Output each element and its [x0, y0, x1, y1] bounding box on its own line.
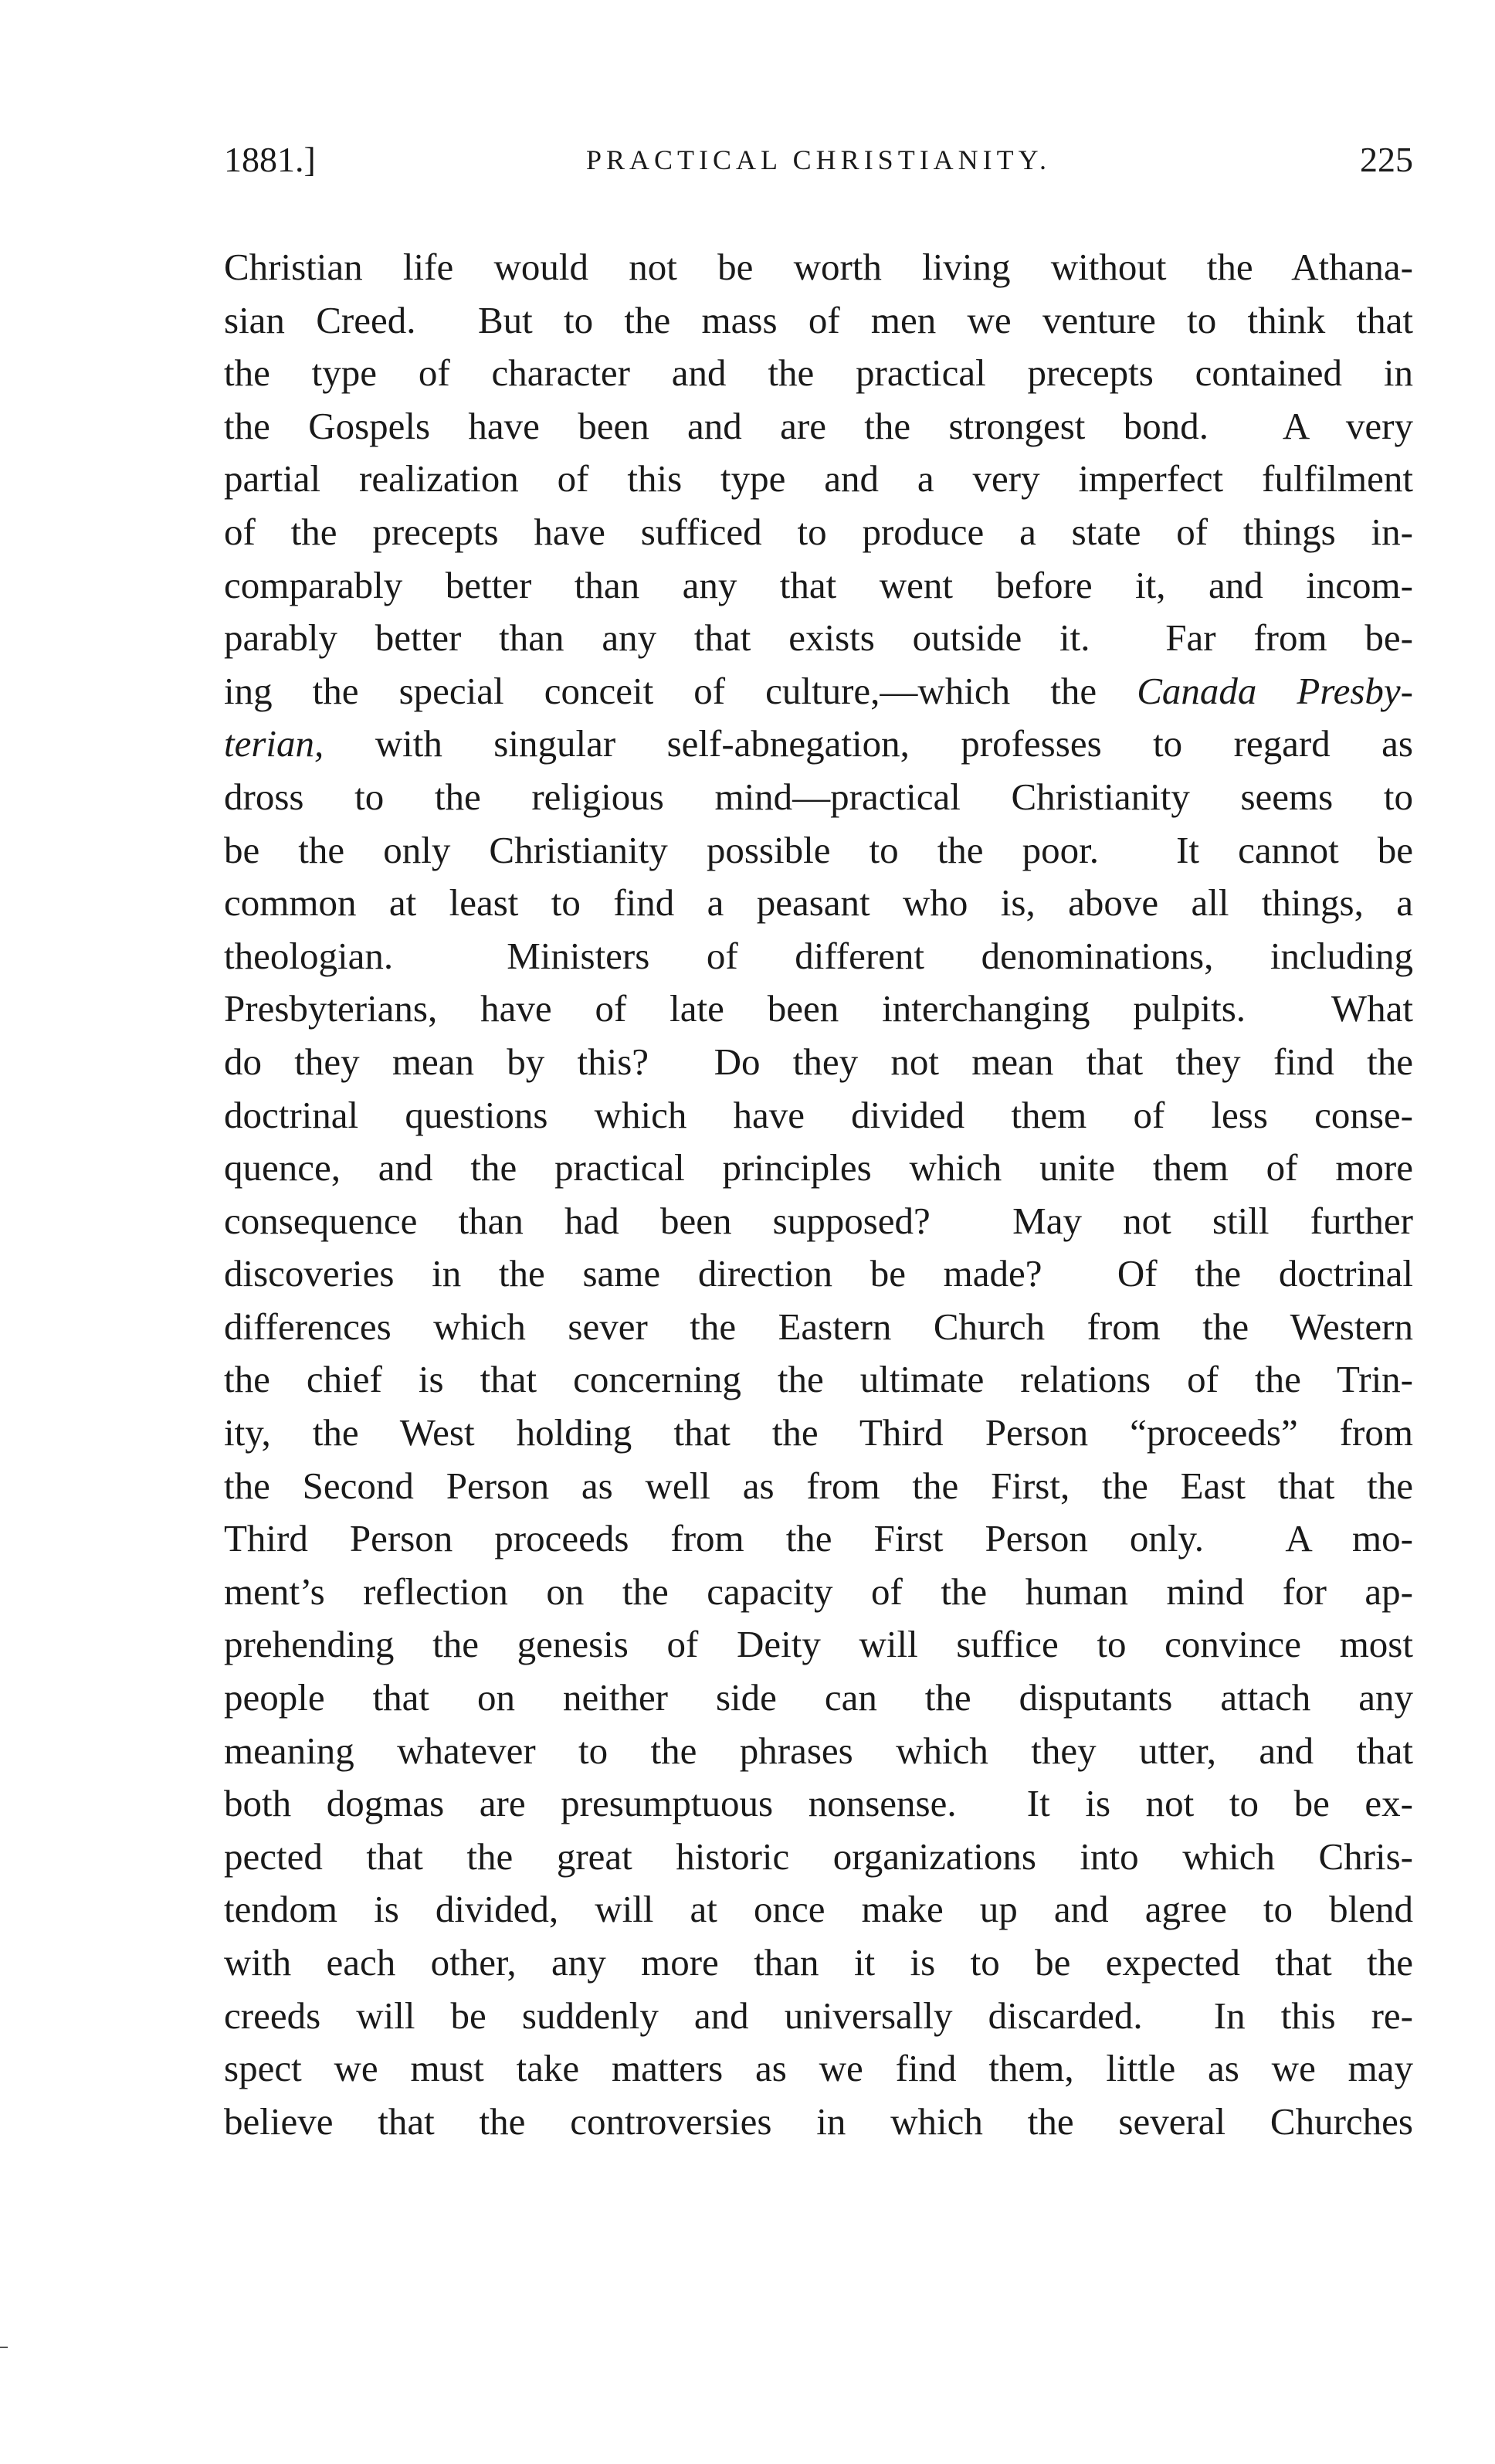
text-line [224, 1301, 1413, 1354]
text-segment: quence, and the practical principles which unite them of more [224, 1146, 1413, 1190]
text-segment: creeds will be suddenly and universally discarded. In this re- [224, 1994, 1413, 2037]
text-line [224, 1883, 1413, 1936]
text-segment: Presbyterians, have of late been interchanging pulpits. What [224, 987, 1413, 1030]
text-line [224, 506, 1413, 559]
text-line [224, 930, 1413, 983]
text-line [224, 983, 1413, 1036]
text-line [224, 294, 1413, 348]
text-line [224, 1777, 1413, 1831]
text-line [224, 1990, 1413, 2043]
text-line [224, 1512, 1413, 1566]
text-line [224, 1725, 1413, 1778]
text-line [224, 1936, 1413, 1990]
text-segment: differences which sever the Eastern Church from the Western [224, 1305, 1413, 1348]
text-segment: partial realization of this type and a very imperfect fulfilment [224, 457, 1413, 501]
text-segment: pected that the great historic organizations into which Chris- [224, 1834, 1413, 1878]
text-segment: Third Person proceeds from the First Person only. A mo- [224, 1517, 1413, 1560]
text-segment: common at least to find a peasant who is, above all things, a [224, 881, 1413, 925]
running-head [224, 139, 1413, 201]
text-segment: ment’s reflection on the capacity of the human mind for ap- [224, 1570, 1413, 1613]
text-line [224, 1460, 1413, 1513]
text-line [224, 1566, 1413, 1619]
scan-edge-mark [0, 2347, 8, 2348]
text-segment: with each other, any more than it is to be expected that the [224, 1941, 1413, 1984]
text-segment: theologian. Ministers of different denominations, including [224, 934, 1413, 977]
text-line [224, 2096, 1413, 2149]
text-line [224, 1247, 1413, 1301]
text-line [224, 2042, 1413, 2096]
text-line [224, 1831, 1413, 1884]
text-segment: consequence than had been supposed? May not still further [224, 1199, 1413, 1242]
book-page [224, 139, 1413, 2148]
text-segment: both dogmas are presumptuous nonsense. It is not to be ex- [224, 1782, 1413, 1825]
text-segment: tendom is divided, will at once make up and agree to blend [224, 1888, 1413, 1931]
text-line [224, 559, 1413, 613]
text-segment: the Gospels have been and are the strongest bond. A very [224, 404, 1413, 447]
text-segment: the Second Person as well as from the First, the East that the [224, 1464, 1413, 1507]
header-year: 1881.] [224, 140, 316, 179]
body-text [224, 241, 1413, 2148]
text-segment: dross to the religious mind—practical Christianity seems to [224, 775, 1413, 818]
text-line [224, 824, 1413, 877]
header-title: PRACTICAL CHRISTIANITY. [585, 144, 1052, 175]
text-line [224, 1407, 1413, 1460]
text-line [224, 241, 1413, 294]
text-segment: doctrinal questions which have divided them of less conse- [224, 1093, 1413, 1136]
text-segment: spect we must take matters as we find them, little as we may [224, 2047, 1413, 2090]
text-line [224, 1618, 1413, 1672]
text-line [224, 400, 1413, 453]
text-segment: do they mean by this? Do they not mean that they find the [224, 1040, 1413, 1083]
page-number: 225 [1360, 140, 1413, 179]
text-line [224, 1195, 1413, 1248]
italic-text: Canada Presby- [1137, 669, 1414, 712]
text-segment: people that on neither side can the disputants attach any [224, 1676, 1413, 1719]
text-line [224, 718, 1413, 771]
text-segment: sian Creed. But to the mass of men we venture to think that [224, 298, 1413, 341]
text-segment: meaning whatever to the phrases which they utter, and that [224, 1729, 1413, 1772]
text-line [224, 612, 1413, 665]
text-segment: with singular self-abnegation, professes to regard as [324, 722, 1413, 765]
text-segment: believe that the controversies in which the several Churches [224, 2099, 1413, 2143]
text-segment: prehending the genesis of Deity will suffice to convince most [224, 1623, 1413, 1666]
text-segment: be the only Christianity possible to the poor. It cannot be [224, 828, 1413, 871]
text-segment: of the precepts have sufficed to produce a state of things in- [224, 510, 1413, 553]
text-segment: comparably better than any that went before it, and incom- [224, 563, 1413, 606]
text-line [224, 453, 1413, 506]
text-line [224, 347, 1413, 400]
text-segment: parably better than any that exists outside it. Far from be- [224, 616, 1413, 660]
text-segment: discoveries in the same direction be made? Of the doctrinal [224, 1252, 1413, 1295]
text-line [224, 1353, 1413, 1407]
text-line [224, 1036, 1413, 1089]
italic-text: terian, [224, 722, 324, 765]
text-line [224, 1089, 1413, 1142]
text-segment: ity, the West holding that the Third Person “proceeds” from [224, 1411, 1413, 1454]
text-line [224, 1672, 1413, 1725]
text-segment: the type of character and the practical precepts contained in [224, 351, 1413, 395]
text-segment: the chief is that concerning the ultimate relations of the Trin- [224, 1358, 1413, 1401]
text-line [224, 1142, 1413, 1195]
text-segment: ing the special conceit of culture,—which the [224, 669, 1137, 712]
text-line [224, 877, 1413, 930]
text-line [224, 665, 1413, 718]
text-line [224, 771, 1413, 824]
text-segment: Christian life would not be worth living without the Athana- [224, 246, 1413, 288]
